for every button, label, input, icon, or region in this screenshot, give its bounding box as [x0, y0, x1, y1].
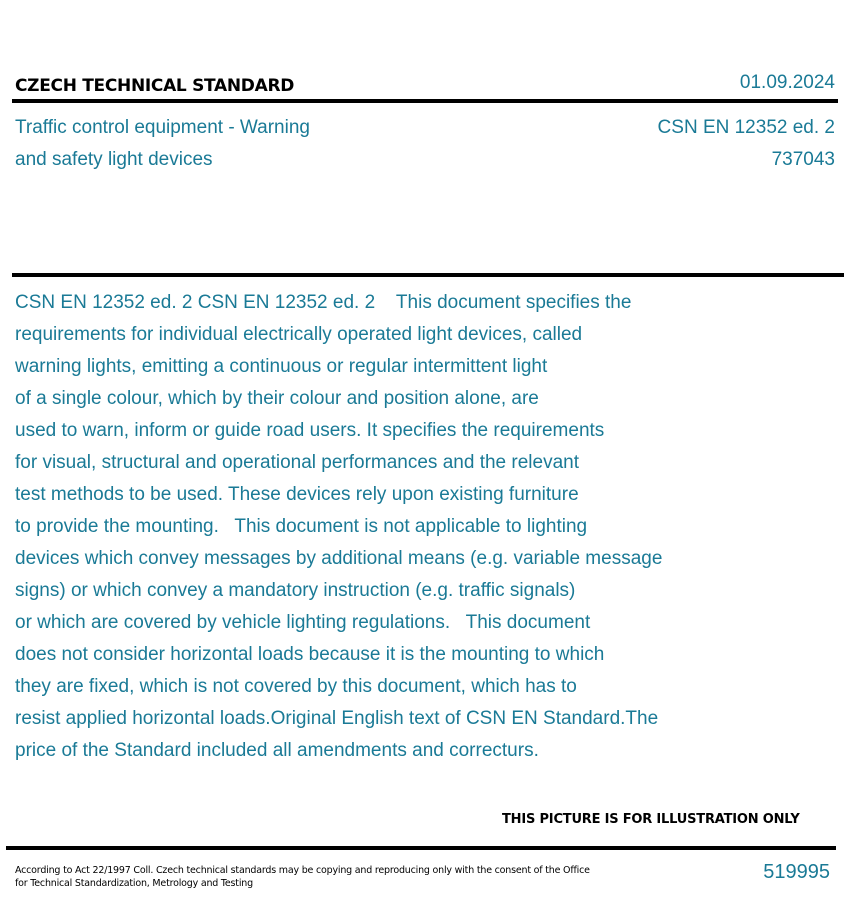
header-divider: [12, 99, 838, 103]
classification-number: 737043: [771, 149, 835, 170]
footer-divider: [6, 846, 836, 850]
title-divider: [12, 273, 844, 277]
standard-title-line1: Traffic control equipment - Warning: [15, 117, 310, 138]
copyright-notice: [15, 864, 595, 890]
standard-title-line2: and safety light devices: [15, 149, 213, 170]
copyright-notice-line2: for Technical Standardization, Metrology and Testing: [15, 878, 253, 889]
standard-code: CSN EN 12352 ed. 2: [657, 117, 835, 138]
document-type-label: CZECH TECHNICAL STANDARD: [15, 76, 295, 96]
illustration-disclaimer: THIS PICTURE IS FOR ILLUSTRATION ONLY: [502, 812, 800, 827]
standard-abstract: CSN EN 12352 ed. 2 CSN EN 12352 ed. 2 This document specifies the requirements for individual electrically operated light devices, called warning lights, emitting a continuous or regular intermittent light of a single colour, which by their colour and position alone, are used to warn, inform or guide road users. It specifies the requirements for visual, structural and operational performances and the relevant test methods to be used. These devices rely upon existing furniture to provide the mounting. This document is not applicable to lighting devices which convey messages by additional means (e.g. variable message signs) or which convey a mandatory instruction (e.g. traffic signals) or which are covered by vehicle lighting regulations. This document does not consider horizontal loads because it is the mounting to which they are fixed, which is not covered by this document, which has to resist applied horizontal loads.Original English text of CSN EN Standard.The price of the Standard included all amendments and correcturs.: [15, 292, 663, 761]
document-number: 519995: [763, 861, 830, 883]
copyright-notice-line1: According to Act 22/1997 Coll. Czech technical standards may be copying and reproducing only with the consent of the Office: [15, 865, 590, 876]
publication-date: 01.09.2024: [739, 72, 835, 93]
